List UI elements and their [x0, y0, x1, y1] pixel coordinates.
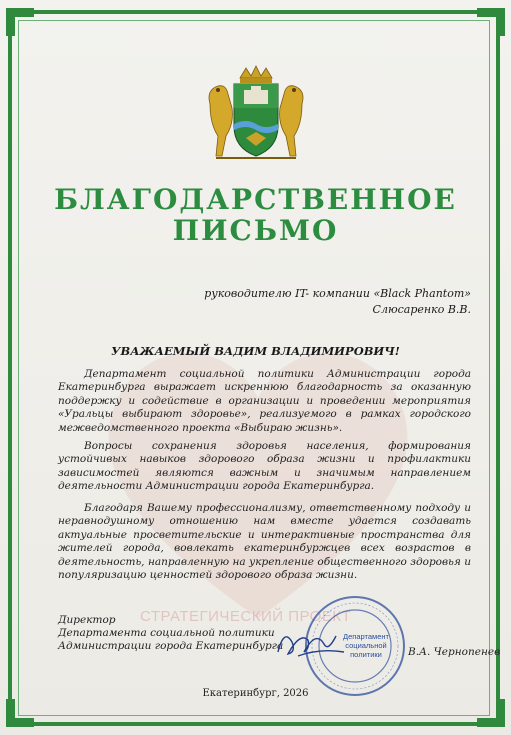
- body-paragraph: Вопросы сохранения здоровья населения, формирования устойчивых навыков здорового образа жизни и профилактики зависимостей являются важным и значимым направлением деятельности Администрации города Екатеринбурга.: [58, 440, 471, 493]
- signatory-name: В.А. Чернопенев: [408, 646, 501, 658]
- frame-corner-ornament: [477, 699, 505, 727]
- frame-corner-ornament: [477, 8, 505, 36]
- ekaterinburg-coat-of-arms-icon: [196, 64, 316, 164]
- document-title-second-line: ПИСЬМО: [172, 214, 339, 247]
- recipient-name: Слюсаренко В.В.: [372, 303, 471, 316]
- recipient-position: руководителю IT- компании «Black Phantom»: [204, 287, 471, 300]
- seal-text: Департамент социальной политики: [343, 632, 389, 659]
- greeting: УВАЖАЕМЫЙ ВАДИМ ВЛАДИМИРОВИЧ!: [111, 344, 400, 358]
- signatory-position: Директор: [58, 614, 116, 626]
- frame-corner-ornament: [6, 699, 34, 727]
- city-and-year: Екатеринбург, 2026: [202, 688, 309, 699]
- body-paragraph: Департамент социальной политики Администрации города Екатеринбурга выражает искреннюю благодарность за оказанную поддержку и содействие в организации и проведении мероприятия «Уральцы выбирают здоровье», реализуемого в рамках городского межведомственного проекта «Выбираю жизнь».: [58, 368, 471, 434]
- body-paragraph: Благодаря Вашему профессионализму, ответственному подходу и неравнодушному отношению нам вместе удается создавать актуальные просветительские и интерактивные пространства для жителей города, вовлекать екатеринбуржцев всех возрастов в деятельность, направленную на укрепление общественного здоровья и популяризацию ценностей здорового образа жизни.: [58, 502, 471, 582]
- frame-corner-ornament: [6, 8, 34, 36]
- handwritten-signature-icon: [270, 622, 350, 662]
- document-title: БЛАГОДАРСТВЕННОЕ: [54, 183, 457, 216]
- watermark-text: СТРАТЕГИЧЕСКИЙ ПРОЕКТ: [140, 608, 352, 625]
- recipient-block: [171, 286, 471, 318]
- signatory-department: Департамента социальной политики: [58, 627, 275, 639]
- signatory-title: [58, 614, 283, 653]
- signatory-organization: Администрации города Екатеринбурга: [58, 640, 284, 652]
